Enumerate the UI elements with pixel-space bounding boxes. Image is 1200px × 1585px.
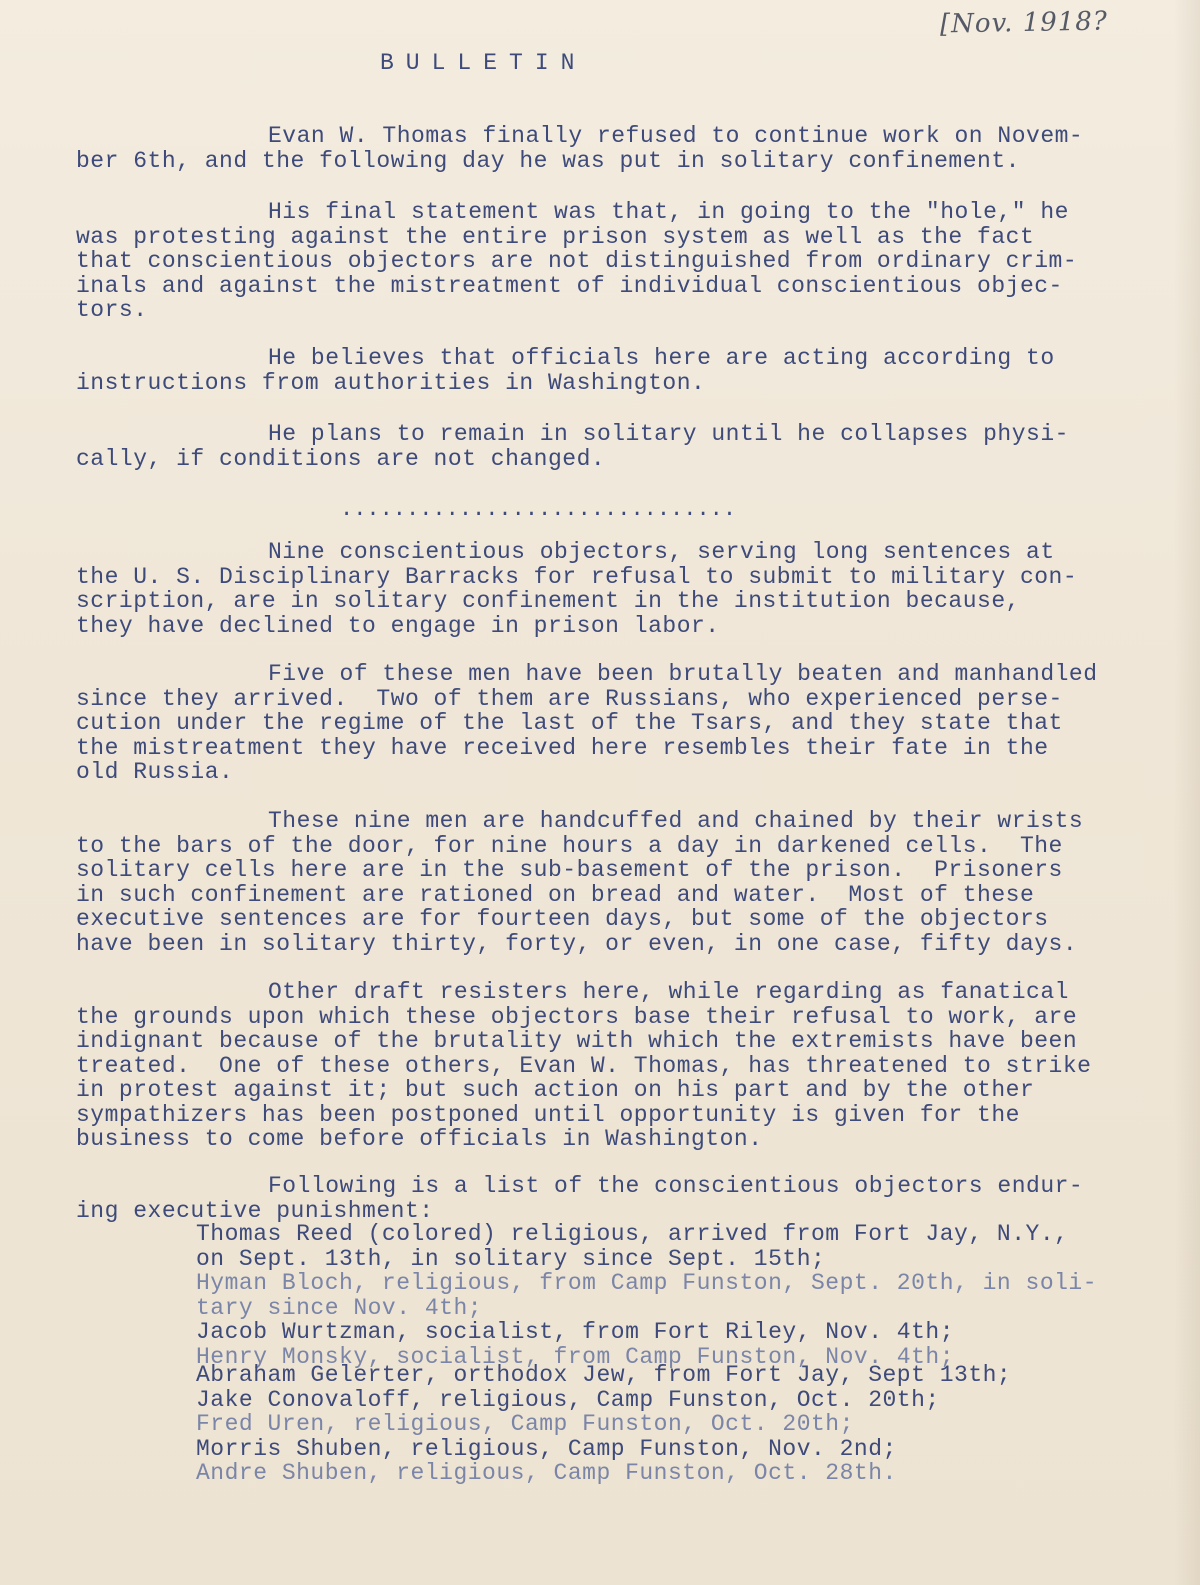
text-line: the grounds upon which these objectors base their refusal to work, are bbox=[76, 1003, 1078, 1030]
text-line: Evan W. Thomas finally refused to continue work on Novem- bbox=[268, 123, 1084, 149]
text-line: to the bars of the door, for nine hours a day in darkened cells. The bbox=[76, 832, 1063, 859]
paragraph-3 bbox=[76, 346, 1126, 395]
list-item: Henry Monsky, socialist, from Camp Funston, Nov. 4th; bbox=[196, 1343, 955, 1370]
text-line: business to come before officials in Washington. bbox=[76, 1126, 763, 1152]
list-item-continuation: on Sept. 13th, in solitary since Sept. 15th; bbox=[196, 1245, 826, 1272]
text-line: they have declined to engage in prison labor. bbox=[76, 612, 720, 639]
text-line: cution under the regime of the last of the Tsars, and they state that bbox=[76, 710, 1063, 736]
text-line: His final statement was that, in going to the "hole," he bbox=[268, 199, 1069, 225]
list-item: Fred Uren, religious, Camp Funston, Oct. 20th; bbox=[196, 1411, 854, 1437]
page-edge-shadow bbox=[1174, 0, 1200, 1585]
text-line: treated. One of these others, Evan W. Thomas, has threatened to strike bbox=[76, 1052, 1092, 1079]
text-line: He plans to remain in solitary until he collapses physi- bbox=[268, 421, 1069, 447]
text-line: in protest against it; but such action on his part and by the other bbox=[76, 1077, 1035, 1103]
paragraph-1 bbox=[76, 124, 1126, 173]
paragraph-6 bbox=[76, 662, 1126, 785]
paragraph-7 bbox=[76, 809, 1126, 956]
paragraph-9 bbox=[76, 1174, 1126, 1223]
text-line: indignant because of the brutality with which the extremists have been bbox=[76, 1028, 1078, 1054]
list-item: Jake Conovaloff, religious, Camp Funston, Oct. 20th; bbox=[196, 1386, 940, 1413]
list-item-continuation: tary since Nov. 4th; bbox=[196, 1294, 483, 1321]
text-line: Nine conscientious objectors, serving long sentences at bbox=[268, 539, 1055, 565]
text-line: ber 6th, and the following day he was put in solitary confinement. bbox=[76, 147, 1020, 174]
paragraph-8 bbox=[76, 980, 1126, 1152]
text-line: ing executive punishment: bbox=[76, 1197, 434, 1224]
text-line: tors. bbox=[76, 297, 148, 323]
paragraph-2 bbox=[76, 200, 1126, 323]
bulletin-title: BULLETIN bbox=[380, 50, 587, 76]
text-line: have been in solitary thirty, forty, or even, in one case, fifty days. bbox=[76, 930, 1078, 957]
list-item: Abraham Gelerter, orthodox Jew, from Fort Jay, Sept 13th; bbox=[196, 1362, 1012, 1388]
text-line: in such confinement are rationed on bread and water. Most of these bbox=[76, 881, 1035, 908]
text-line: Other draft resisters here, while regarding as fanatical bbox=[268, 979, 1069, 1005]
dotted-separator: .............................. bbox=[340, 497, 737, 522]
list-item: Thomas Reed (colored) religious, arrived from Fort Jay, N.Y., bbox=[196, 1221, 1069, 1247]
list-item: Morris Shuben, religious, Camp Funston, Nov. 2nd; bbox=[196, 1435, 897, 1462]
text-line: solitary cells here are in the sub-basement of the prison. Prisoners bbox=[76, 857, 1063, 883]
text-line: sympathizers has been postponed until opportunity is given for the bbox=[76, 1101, 1020, 1128]
paragraph-5 bbox=[76, 540, 1126, 638]
objectors-list bbox=[76, 1222, 1126, 1486]
list-item: Jacob Wurtzman, socialist, from Fort Riley, Nov. 4th; bbox=[196, 1319, 955, 1345]
paragraph-4 bbox=[76, 422, 1126, 471]
text-line: inals and against the mistreatment of individual conscientious objec- bbox=[76, 272, 1063, 299]
text-line: instructions from authorities in Washington. bbox=[76, 369, 706, 396]
text-line: was protesting against the entire prison system as well as the fact bbox=[76, 223, 1035, 250]
text-line: cally, if conditions are not changed. bbox=[76, 445, 606, 472]
handwritten-date-annotation: [Nov. 1918? bbox=[939, 6, 1109, 40]
text-line: executive sentences are for fourteen days, but some of the objectors bbox=[76, 906, 1049, 932]
text-line: He believes that officials here are acting according to bbox=[268, 345, 1055, 371]
text-line: Following is a list of the conscientious objectors endur- bbox=[268, 1173, 1084, 1199]
text-line: These nine men are handcuffed and chained by their wrists bbox=[268, 808, 1084, 834]
text-line: the mistreatment they have received here resembles their fate in the bbox=[76, 734, 1049, 761]
text-line: since they arrived. Two of them are Russians, who experienced perse- bbox=[76, 685, 1063, 712]
list-item: Hyman Bloch, religious, from Camp Funston, Sept. 20th, in soli- bbox=[196, 1270, 1098, 1296]
list-item: Andre Shuben, religious, Camp Funston, Oct. 28th. bbox=[196, 1460, 897, 1486]
text-line: scription, are in solitary confinement in the institution because, bbox=[76, 588, 1020, 614]
text-line: that conscientious objectors are not distinguished from ordinary crim- bbox=[76, 248, 1078, 274]
text-line: the U. S. Disciplinary Barracks for refusal to submit to military con- bbox=[76, 563, 1078, 590]
text-line: old Russia. bbox=[76, 759, 234, 785]
text-line: Five of these men have been brutally beaten and manhandled bbox=[268, 661, 1098, 687]
